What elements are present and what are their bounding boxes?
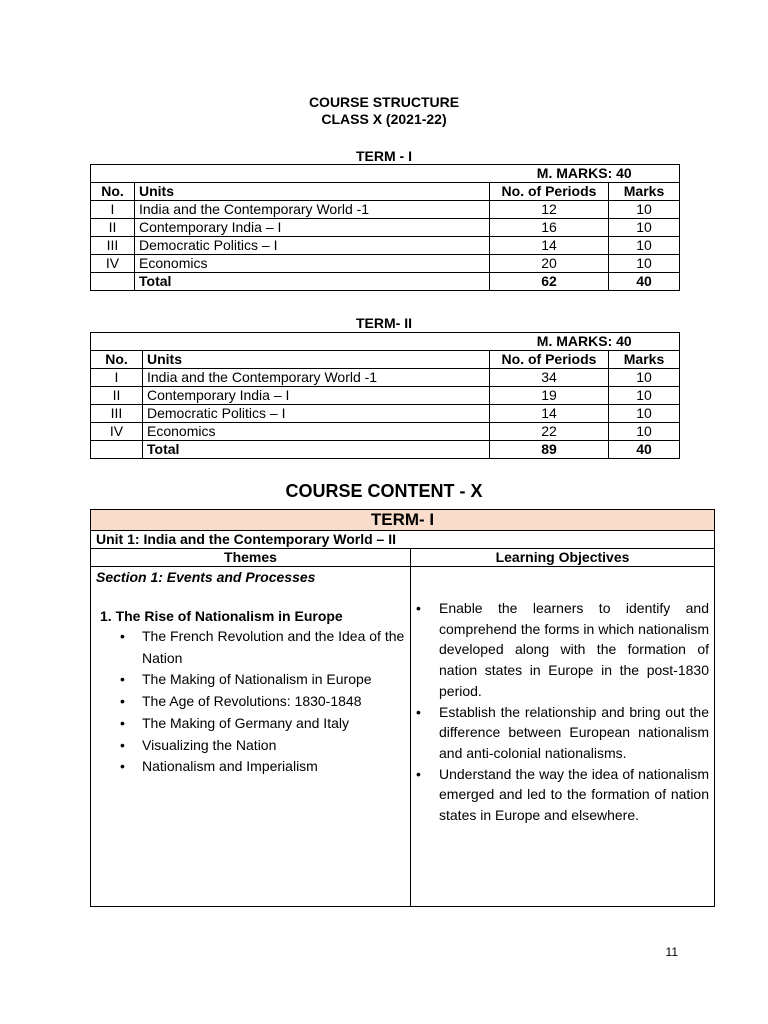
total-row bbox=[91, 441, 680, 459]
unit-title: Unit 1: India and the Contemporary World – II bbox=[91, 531, 715, 549]
unit-title-row bbox=[91, 531, 715, 549]
table-row bbox=[91, 219, 680, 237]
col-header: Units bbox=[135, 183, 490, 201]
term1-heading: TERM - I bbox=[356, 148, 412, 164]
topic-title: 1. The Rise of Nationalism in Europe bbox=[100, 608, 343, 624]
unit-name: Contemporary India – I bbox=[135, 219, 490, 237]
col-header: No. of Periods bbox=[490, 351, 609, 369]
max-marks: M. MARKS: 40 bbox=[490, 333, 680, 351]
col-header: Marks bbox=[609, 183, 680, 201]
total-label: Total bbox=[143, 441, 490, 459]
col-header: Units bbox=[143, 351, 490, 369]
unit-periods: 22 bbox=[490, 423, 609, 441]
page-number: 11 bbox=[665, 945, 678, 959]
unit-no: III bbox=[91, 237, 135, 255]
list-item: • Visualizing the Nation bbox=[120, 735, 405, 757]
list-item: • Enable the learners to identify and comprehend the forms in which nationalism developed along with the formation of nation states in Europe in the post-1830 period. bbox=[416, 598, 709, 702]
col-header: Marks bbox=[609, 351, 680, 369]
doc-title: COURSE STRUCTURE bbox=[308, 94, 460, 110]
table-row bbox=[91, 369, 680, 387]
course-content-table bbox=[90, 509, 715, 907]
unit-marks: 10 bbox=[609, 255, 680, 273]
term1-table bbox=[90, 164, 680, 291]
table-row bbox=[91, 237, 680, 255]
unit-marks: 10 bbox=[609, 237, 680, 255]
term-band: TERM- I bbox=[91, 510, 715, 531]
unit-no: III bbox=[91, 405, 143, 423]
total-row bbox=[91, 273, 680, 291]
list-item: • The French Revolution and the Idea of the Nation bbox=[120, 626, 405, 669]
unit-periods: 14 bbox=[490, 405, 609, 423]
unit-name: Economics bbox=[135, 255, 490, 273]
unit-name: Contemporary India – I bbox=[143, 387, 490, 405]
total-periods: 89 bbox=[490, 441, 609, 459]
objectives-list bbox=[416, 598, 709, 826]
unit-periods: 14 bbox=[490, 237, 609, 255]
table-row bbox=[91, 255, 680, 273]
unit-no: I bbox=[91, 201, 135, 219]
total-marks: 40 bbox=[609, 273, 680, 291]
unit-no: IV bbox=[91, 423, 143, 441]
table-row bbox=[91, 165, 680, 183]
unit-name: Economics bbox=[143, 423, 490, 441]
table-row bbox=[91, 405, 680, 423]
objectives-cell bbox=[411, 567, 715, 907]
table-header-row bbox=[91, 549, 715, 567]
section-title: Section 1: Events and Processes bbox=[96, 569, 316, 585]
table-row bbox=[91, 201, 680, 219]
col-header-objectives: Learning Objectives bbox=[411, 549, 715, 567]
list-item: • Understand the way the idea of nationalism emerged and led to the formation of nation states in Europe and elsewhere. bbox=[416, 764, 709, 826]
themes-cell bbox=[91, 567, 411, 907]
max-marks: M. MARKS: 40 bbox=[490, 165, 680, 183]
total-label: Total bbox=[135, 273, 490, 291]
total-periods: 62 bbox=[490, 273, 609, 291]
list-item: • The Making of Germany and Italy bbox=[120, 713, 405, 735]
term-band-row bbox=[91, 510, 715, 531]
col-header: No. bbox=[91, 183, 135, 201]
total-marks: 40 bbox=[609, 441, 680, 459]
table-header-row bbox=[91, 183, 680, 201]
course-content-heading: COURSE CONTENT - X bbox=[285, 481, 483, 501]
unit-no: II bbox=[91, 219, 135, 237]
doc-subtitle: CLASS X (2021-22) bbox=[321, 111, 447, 127]
term2-heading: TERM- II bbox=[356, 315, 412, 331]
unit-name: Democratic Politics – I bbox=[143, 405, 490, 423]
unit-no: IV bbox=[91, 255, 135, 273]
list-item: • The Age of Revolutions: 1830-1848 bbox=[120, 691, 405, 713]
unit-marks: 10 bbox=[609, 369, 680, 387]
unit-marks: 10 bbox=[609, 201, 680, 219]
unit-name: India and the Contemporary World -1 bbox=[143, 369, 490, 387]
unit-periods: 34 bbox=[490, 369, 609, 387]
unit-no: I bbox=[91, 369, 143, 387]
table-header-row bbox=[91, 351, 680, 369]
table-row bbox=[91, 333, 680, 351]
unit-name: Democratic Politics – I bbox=[135, 237, 490, 255]
col-header: No. of Periods bbox=[490, 183, 609, 201]
list-item: • Nationalism and Imperialism bbox=[120, 756, 405, 778]
unit-periods: 16 bbox=[490, 219, 609, 237]
unit-marks: 10 bbox=[609, 387, 680, 405]
content-row bbox=[91, 567, 715, 907]
themes-list bbox=[96, 626, 405, 778]
table-row bbox=[91, 387, 680, 405]
unit-no: II bbox=[91, 387, 143, 405]
unit-marks: 10 bbox=[609, 423, 680, 441]
term2-table bbox=[90, 332, 680, 459]
col-header: No. bbox=[91, 351, 143, 369]
unit-marks: 10 bbox=[609, 219, 680, 237]
unit-name: India and the Contemporary World -1 bbox=[135, 201, 490, 219]
list-item: • Establish the relationship and bring out the difference between European nationalism and anti-colonial nationalisms. bbox=[416, 702, 709, 764]
table-row bbox=[91, 423, 680, 441]
unit-periods: 19 bbox=[490, 387, 609, 405]
col-header-themes: Themes bbox=[91, 549, 411, 567]
unit-periods: 20 bbox=[490, 255, 609, 273]
unit-marks: 10 bbox=[609, 405, 680, 423]
list-item: • The Making of Nationalism in Europe bbox=[120, 669, 405, 691]
unit-periods: 12 bbox=[490, 201, 609, 219]
